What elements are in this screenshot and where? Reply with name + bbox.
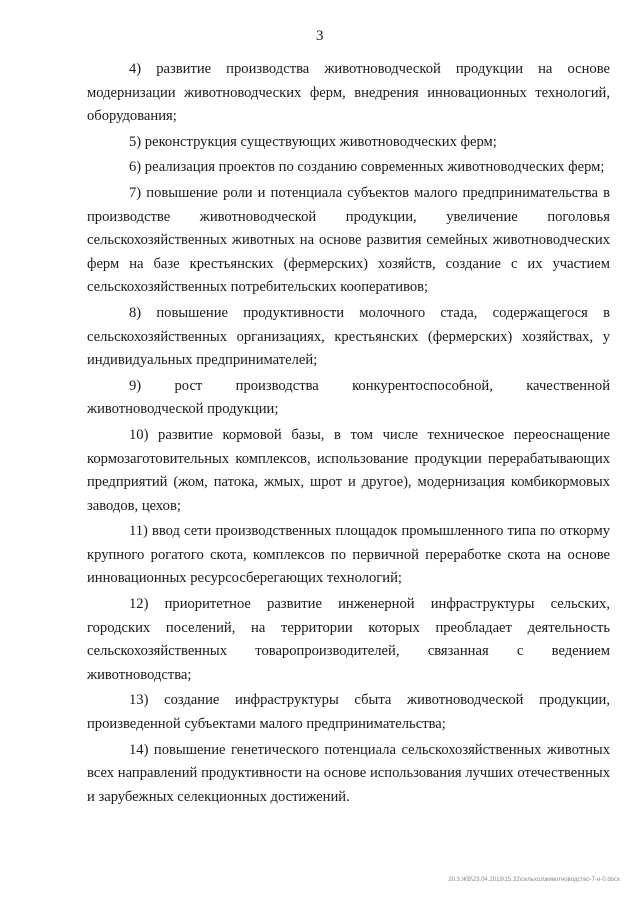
list-item: 10) развитие кормовой базы, в том числе техническое переоснащение кормозаготовительных комплексов, использование продукции перерабатывающих предприятий (жом, патока, жмых, шрот и другое), модернизация комбикормовых заводов, цехов; — [87, 426, 610, 514]
document-body — [87, 58, 610, 811]
list-item: 13) создание инфраструктуры сбыта животноводческой продукции, произведенной субъектами малого предпринимательства; — [87, 692, 610, 733]
footer-file-stamp: 20.3.ЖВ\23.04.2018\15.32\сельхоз\животноводство-7-и-0.docx — [448, 877, 620, 883]
page-number: 3 — [316, 28, 324, 44]
list-item: 5) реконструкция существующих животноводческих ферм; — [129, 133, 497, 150]
list-item: 14) повышение генетического потенциала сельскохозяйственных животных всех направлений продуктивности на основе использования лучших отечественных и зарубежных селекционных достижений. — [87, 741, 610, 805]
list-item: 11) ввод сети производственных площадок промышленного типа по откорму крупного рогатого скота, комплексов по первичной переработке скота на основе инновационных ресурсосберегающих технологий; — [87, 523, 610, 587]
list-item: 6) реализация проектов по созданию современных животноводческих ферм; — [129, 159, 605, 176]
list-item: 9) рост производства конкурентоспособной, качественной животноводческой продукции; — [87, 377, 610, 418]
list-item: 12) приоритетное развитие инженерной инфраструктуры сельских, городских поселений, на территории которых преобладает деятельность сельскохозяйственных товаропроизводителей, связанная с ведением животноводства; — [87, 596, 610, 683]
list-item: 4) развитие производства животноводческой продукции на основе модернизации животноводческих ферм, внедрения инновационных технологий, оборудования; — [87, 61, 610, 125]
list-item: 8) повышение продуктивности молочного стада, содержащегося в сельскохозяйственных организациях, крестьянских (фермерских) хозяйствах, у индивидуальных предпринимателей; — [87, 304, 610, 369]
list-item: 7) повышение роли и потенциала субъектов малого предпринимательства в производстве животноводческой продукции, увеличение поголовья сельскохозяйственных животных на основе развития семейных животноводческих ферм на базе крестьянских (фермерских) хозяйств, создание с их участием сельскохозяйственных потребительских кооперативов; — [87, 184, 610, 296]
